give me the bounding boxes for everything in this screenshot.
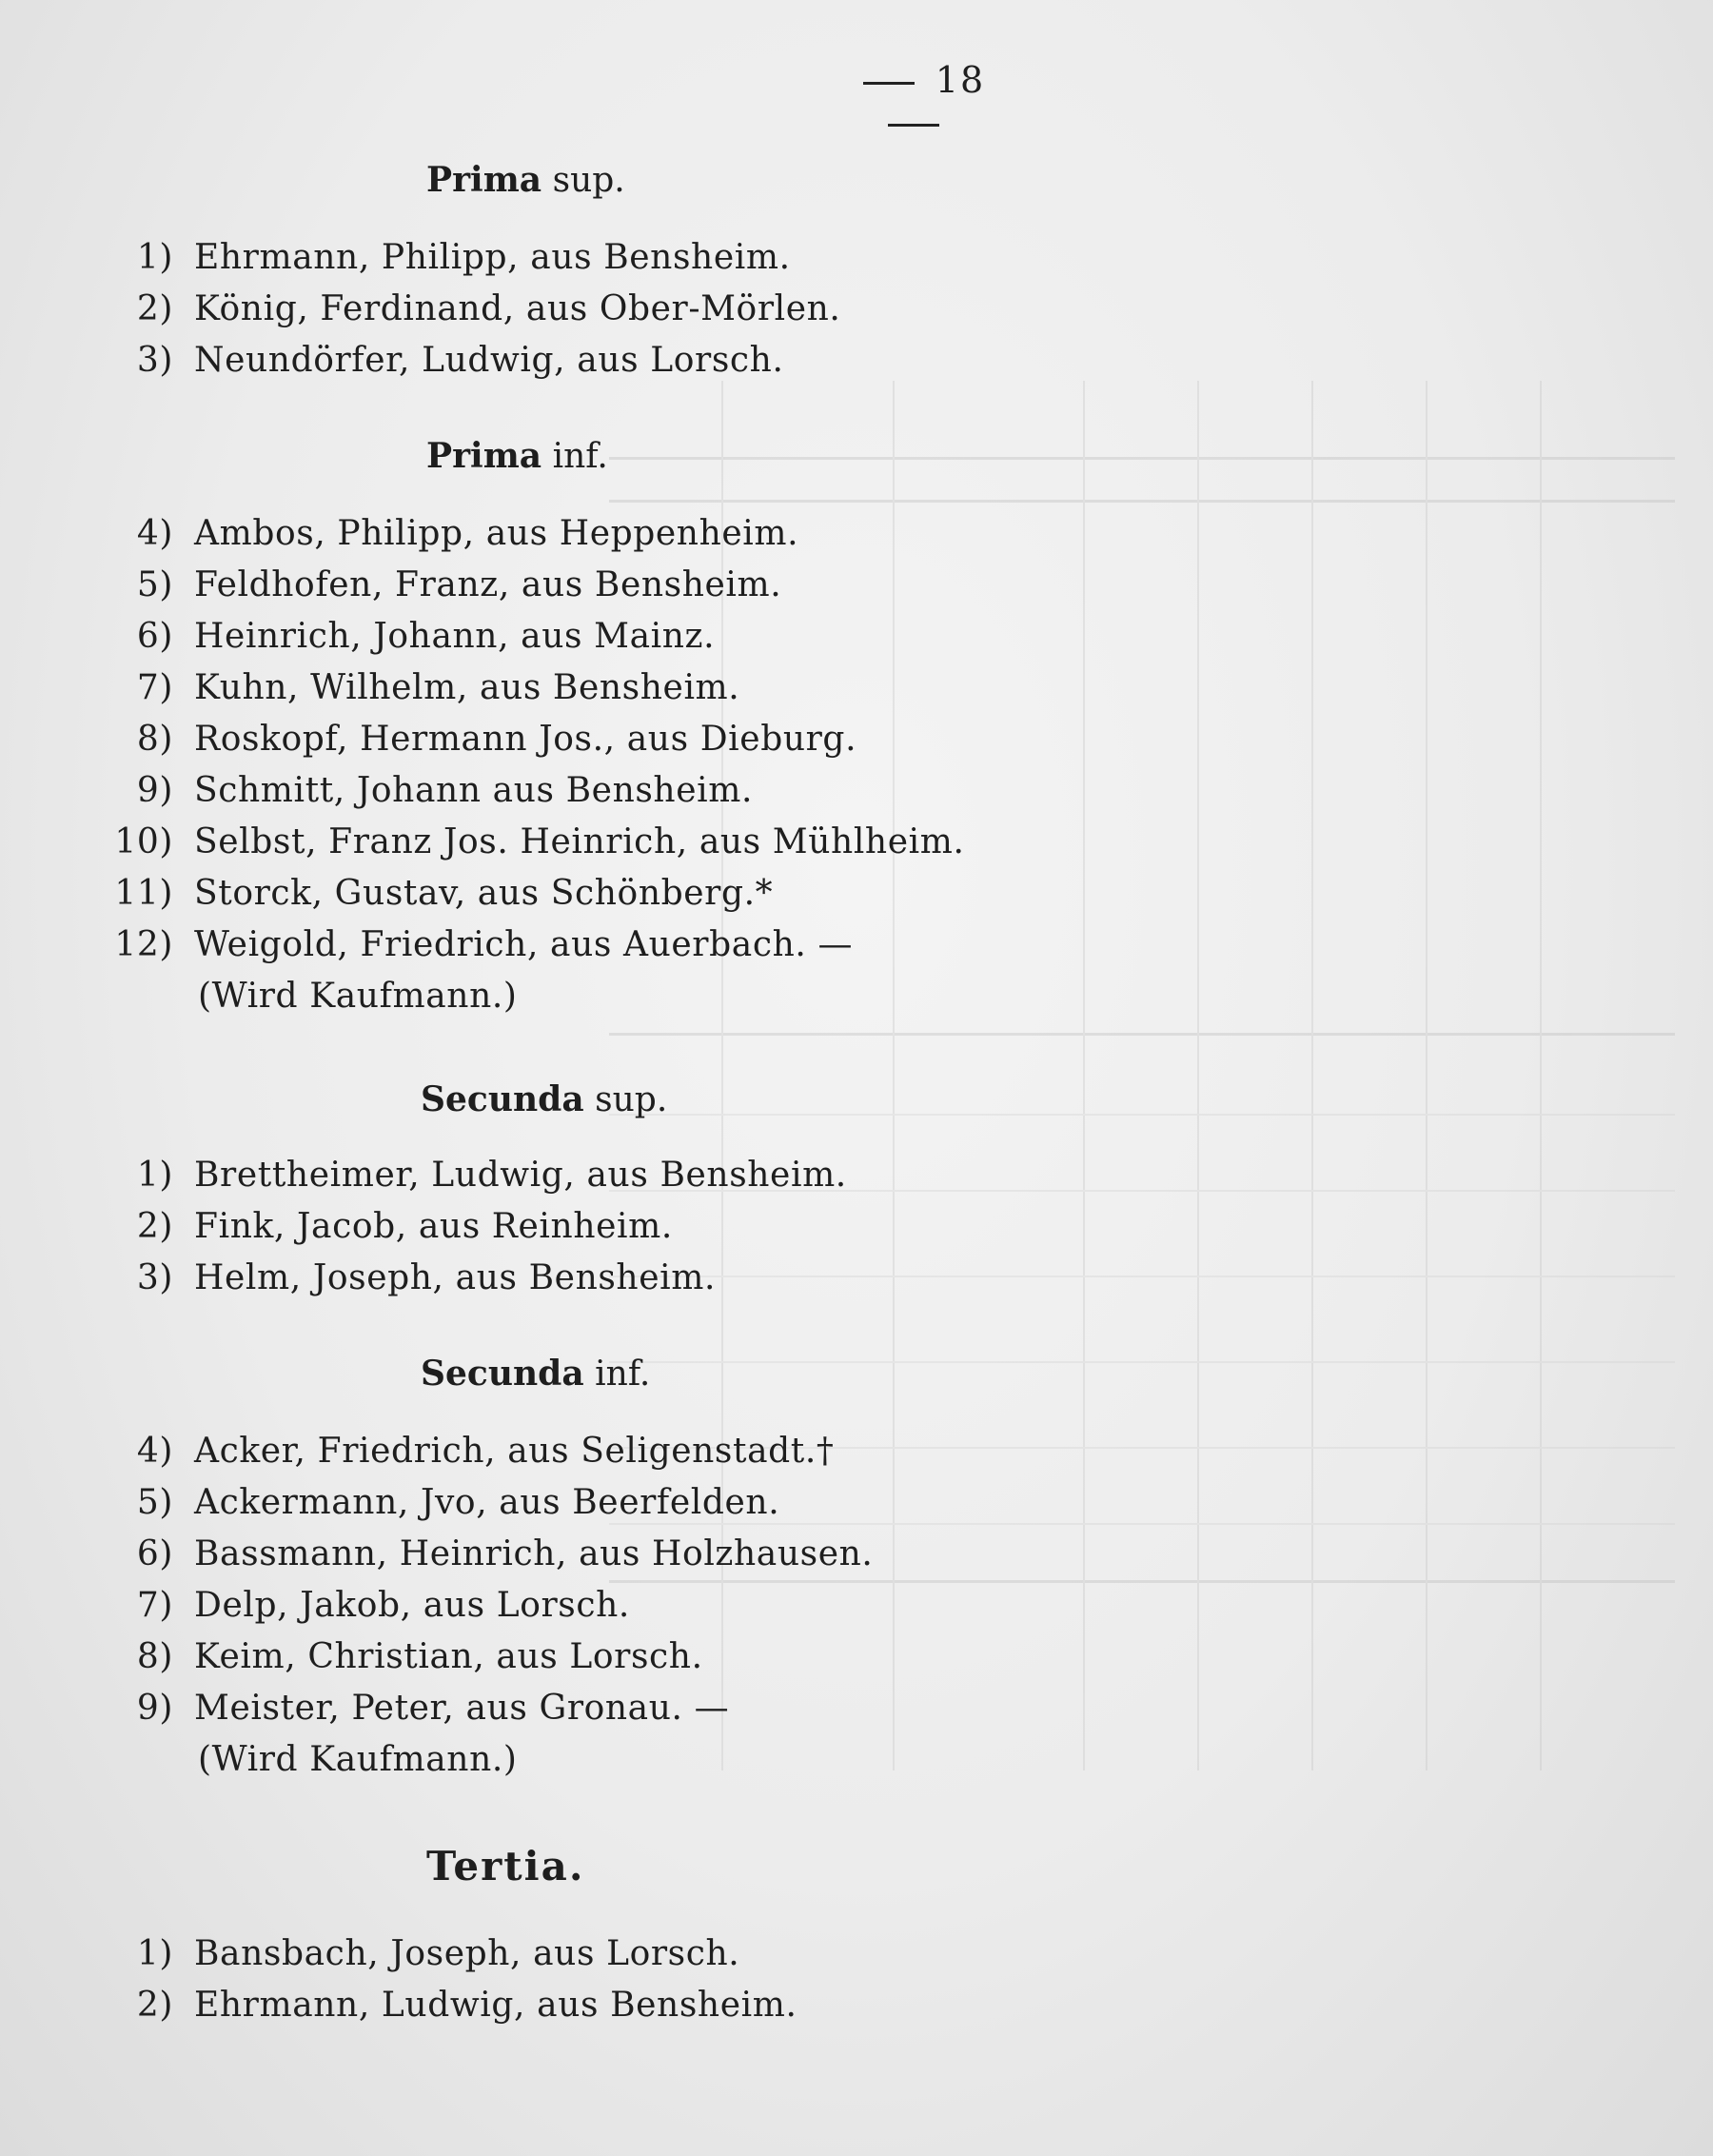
section-heading-tertia [426,1843,584,1889]
bleed-through-texture [609,133,1675,2085]
entry-number: 6) [136,1534,173,1573]
student-entry [105,1586,630,1625]
entry-number: 9) [136,771,173,810]
entry-text: Acker, Friedrich, aus Seligenstadt.† [194,1432,835,1471]
entry-text: Schmitt, Johann aus Bensheim. [194,771,754,810]
section-title-rest: inf. [595,1355,651,1394]
entry-number: 2) [136,1207,173,1246]
student-entry [105,1483,779,1522]
entry-number: 4) [136,514,173,553]
entry-number: 9) [136,1689,173,1728]
entry-text: Meister, Peter, aus Gronau. — [194,1689,730,1728]
student-entry [105,822,965,861]
section-title-bold: Secunda [421,1079,584,1119]
entry-text: Fink, Jacob, aus Reinheim. [194,1207,673,1246]
entry-text: Weigold, Friedrich, aus Auerbach. — [194,925,854,964]
entry-number: 7) [136,668,173,707]
entry-number: 2) [136,289,173,328]
student-entry [105,1637,703,1676]
section-heading-prima-inf [426,436,608,476]
student-entry [105,1986,797,2025]
student-entry [105,925,853,964]
entry-text: Storck, Gustav, aus Schönberg.* [194,874,774,913]
entry-number: 8) [136,1637,173,1676]
section-heading-prima-sup [426,160,625,200]
entry-number: 1) [136,238,173,277]
entry-continuation: (Wird Kaufmann.) [198,1740,518,1779]
section-title-bold: Prima [426,436,542,476]
entry-number: 7) [136,1586,173,1625]
entry-text: Ehrmann, Philipp, aus Bensheim. [194,238,791,277]
page-number-dash-left [863,82,915,85]
student-entry [105,1934,739,1973]
entry-number: 5) [136,565,173,604]
student-entry [105,238,791,277]
student-entry [105,771,753,810]
student-entry [105,1689,729,1728]
entry-number: 3) [136,341,173,380]
entry-text: Ackermann, Jvo, aus Beerfelden. [194,1483,780,1522]
entry-number: 4) [136,1432,173,1471]
entry-number: 1) [136,1934,173,1973]
section-title-rest: inf. [552,437,608,476]
student-entry [105,565,781,604]
page-number-text: 18 [935,59,986,101]
student-entry [105,1534,873,1573]
entry-text: Helm, Joseph, aus Bensheim. [194,1258,717,1297]
entry-number: 2) [136,1986,173,2025]
entry-number: 3) [136,1258,173,1297]
entry-text: Bansbach, Joseph, aus Lorsch. [194,1934,740,1973]
student-entry [105,668,739,707]
entry-text: Feldhofen, Franz, aus Bensheim. [194,565,782,604]
entry-text: Delp, Jakob, aus Lorsch. [194,1586,630,1625]
student-entry [105,1207,673,1246]
section-title-bold: Tertia. [426,1843,585,1889]
entry-text: Heinrich, Johann, aus Mainz. [194,617,716,656]
entry-text: Neundörfer, Ludwig, aus Lorsch. [194,341,784,380]
page-number-dash-right [888,124,939,127]
section-title-bold: Prima [426,160,542,200]
student-entry [105,617,715,656]
entry-text: Selbst, Franz Jos. Heinrich, aus Mühlheim. [194,822,965,861]
entry-number: 11) [114,874,173,913]
entry-continuation: (Wird Kaufmann.) [198,977,518,1016]
student-entry [105,1258,716,1297]
student-entry [105,289,840,328]
entry-text: Kuhn, Wilhelm, aus Bensheim. [194,668,740,707]
entry-number: 5) [136,1483,173,1522]
section-title-bold: Secunda [421,1354,584,1394]
student-entry [105,341,784,380]
page-number [799,59,1028,143]
entry-number: 8) [136,720,173,759]
entry-number: 10) [114,822,173,861]
entry-text: Roskopf, Hermann Jos., aus Dieburg. [194,720,857,759]
entry-text: Bassmann, Heinrich, aus Holzhausen. [194,1534,874,1573]
entry-text: Keim, Christian, aus Lorsch. [194,1637,703,1676]
entry-number: 6) [136,617,173,656]
section-heading-secunda-inf [421,1354,650,1394]
entry-text: Ambos, Philipp, aus Heppenheim. [194,514,799,553]
entry-text: Ehrmann, Ludwig, aus Bensheim. [194,1986,797,2025]
section-heading-secunda-sup [421,1079,667,1119]
entry-number: 12) [114,925,173,964]
student-entry [105,514,798,553]
entry-text: König, Ferdinand, aus Ober-Mörlen. [194,289,841,328]
entry-number: 1) [136,1156,173,1195]
student-entry [105,874,773,913]
student-entry [105,720,856,759]
entry-text: Brettheimer, Ludwig, aus Bensheim. [194,1156,847,1195]
section-title-rest: sup. [552,161,625,200]
student-entry [105,1432,834,1471]
student-entry [105,1156,847,1195]
section-title-rest: sup. [595,1080,668,1119]
